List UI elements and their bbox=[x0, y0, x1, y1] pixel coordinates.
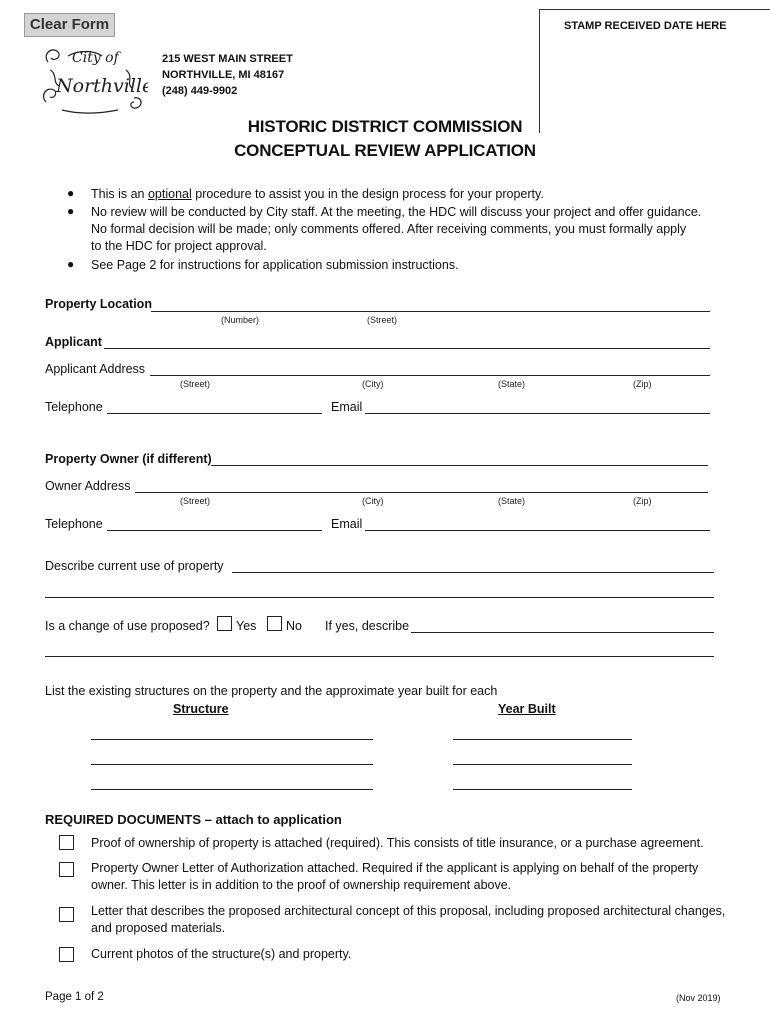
owner-email-field[interactable] bbox=[365, 530, 710, 531]
bullet-3: See Page 2 for instructions for application submission instructions. bbox=[91, 258, 459, 272]
property-location-label: Property Location bbox=[45, 297, 152, 311]
bullet-dot: ● bbox=[67, 257, 75, 271]
bullet-2: No review will be conducted by City staff. At the meeting, the HDC will discuss your project and offer guidance. No formal decision will be made; only comments offered. After receiving comments, you must formally apply to the HDC for project approval. bbox=[91, 205, 702, 253]
sub-number: (Number) bbox=[221, 315, 260, 325]
doc-checkbox-ownership[interactable] bbox=[59, 835, 74, 850]
logo-name-text: Northville bbox=[56, 75, 148, 97]
no-checkbox[interactable] bbox=[267, 616, 282, 631]
owner-address-label: Owner Address bbox=[45, 479, 131, 493]
doc-checkbox-photos[interactable] bbox=[59, 947, 74, 962]
if-yes-label: If yes, describe bbox=[325, 619, 410, 633]
clear-form-button[interactable]: Clear Form bbox=[24, 13, 115, 37]
structure-field-1[interactable] bbox=[91, 739, 373, 740]
sub-owner-city: (City) bbox=[362, 496, 384, 506]
applicant-label: Applicant bbox=[45, 335, 102, 349]
applicant-telephone-label: Telephone bbox=[45, 400, 103, 414]
doc-item-ownership: Proof of ownership of property is attached (required). This consists of title insurance, or a purchase agreement. bbox=[91, 836, 704, 850]
applicant-field[interactable] bbox=[104, 348, 710, 349]
applicant-address-field[interactable] bbox=[150, 375, 710, 376]
property-owner-label: Property Owner (if different) bbox=[45, 452, 212, 466]
year-col-header: Year Built bbox=[498, 702, 556, 716]
structures-intro: List the existing structures on the property and the approximate year built for each bbox=[45, 684, 498, 698]
structure-col-header: Structure bbox=[173, 702, 229, 716]
stamp-label: STAMP RECEIVED DATE HERE bbox=[564, 20, 727, 32]
applicant-telephone-field[interactable] bbox=[107, 413, 322, 414]
structure-field-3[interactable] bbox=[91, 789, 373, 790]
sub-owner-zip: (Zip) bbox=[633, 496, 652, 506]
change-of-use-label: Is a change of use proposed? bbox=[45, 619, 210, 633]
revision-date: (Nov 2019) bbox=[676, 993, 721, 1003]
owner-address-field[interactable] bbox=[135, 492, 708, 493]
title-line2: CONCEPTUAL REVIEW APPLICATION bbox=[234, 141, 536, 160]
sub-city: (City) bbox=[362, 379, 384, 389]
yes-checkbox[interactable] bbox=[217, 616, 232, 631]
year-field-2[interactable] bbox=[453, 764, 632, 765]
city-logo bbox=[38, 40, 148, 116]
applicant-email-label: Email bbox=[331, 400, 363, 414]
if-yes-field[interactable] bbox=[411, 632, 714, 633]
sub-owner-street: (Street) bbox=[180, 496, 211, 506]
bullet-dot: ● bbox=[67, 204, 75, 218]
owner-telephone-label: Telephone bbox=[45, 517, 103, 531]
describe-use-field-2[interactable] bbox=[45, 597, 714, 598]
yes-label: Yes bbox=[236, 619, 257, 633]
sub-owner-state: (State) bbox=[498, 496, 526, 506]
owner-telephone-field[interactable] bbox=[107, 530, 322, 531]
logo-city-text: City of bbox=[72, 50, 119, 66]
if-yes-field-2[interactable] bbox=[45, 656, 714, 657]
describe-use-label: Describe current use of property bbox=[45, 559, 224, 573]
required-docs-heading: REQUIRED DOCUMENTS – attach to application bbox=[45, 812, 342, 827]
address-phone: (248) 449-9902 bbox=[162, 85, 238, 97]
sub-state: (State) bbox=[498, 379, 526, 389]
page-number: Page 1 of 2 bbox=[45, 991, 104, 1003]
applicant-address-label: Applicant Address bbox=[45, 362, 146, 376]
title-line1: HISTORIC DISTRICT COMMISSION bbox=[247, 117, 523, 136]
property-location-field[interactable] bbox=[151, 311, 710, 312]
sub-zip: (Zip) bbox=[633, 379, 652, 389]
applicant-email-field[interactable] bbox=[365, 413, 710, 414]
bullet-dot: ● bbox=[67, 186, 75, 200]
address-street: 215 WEST MAIN STREET bbox=[162, 53, 293, 65]
doc-item-photos: Current photos of the structure(s) and property. bbox=[91, 947, 352, 961]
structure-field-2[interactable] bbox=[91, 764, 373, 765]
year-field-3[interactable] bbox=[453, 789, 632, 790]
sub-street: (Street) bbox=[367, 315, 398, 325]
owner-email-label: Email bbox=[331, 517, 363, 531]
property-owner-field[interactable] bbox=[211, 465, 708, 466]
bullet-1: This is an optional procedure to assist you in the design process for your property. bbox=[91, 187, 544, 201]
describe-use-field[interactable] bbox=[232, 572, 714, 573]
address-city: NORTHVILLE, MI 48167 bbox=[162, 69, 285, 81]
doc-item-authorization: Property Owner Letter of Authorization attached. Required if the applicant is applying on behalf of the property owner. This letter is in addition to the proof of ownership requirement above. bbox=[91, 861, 699, 892]
no-label: No bbox=[286, 619, 302, 633]
year-field-1[interactable] bbox=[453, 739, 632, 740]
doc-checkbox-letter[interactable] bbox=[59, 907, 74, 922]
sub-addr-street: (Street) bbox=[180, 379, 211, 389]
doc-item-letter: Letter that describes the proposed architectural concept of this proposal, including proposed architectural changes, and proposed materials. bbox=[91, 904, 726, 935]
doc-checkbox-authorization[interactable] bbox=[59, 862, 74, 877]
